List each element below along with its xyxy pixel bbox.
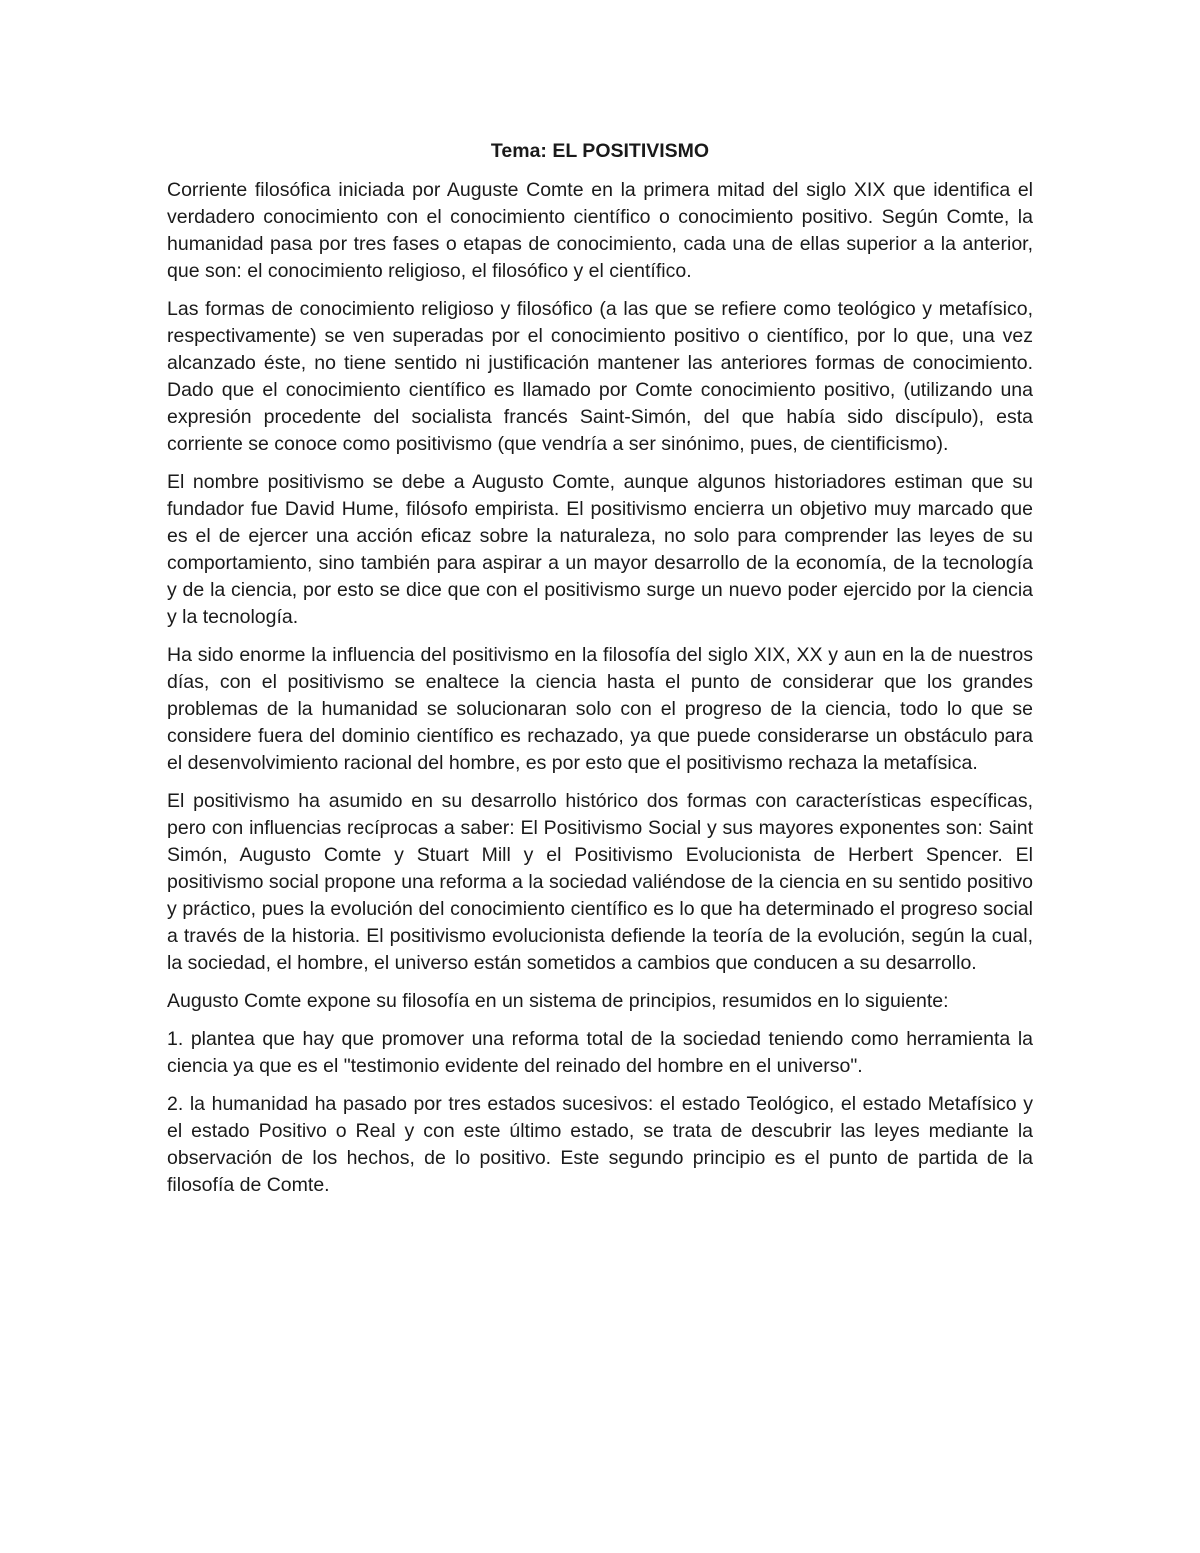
paragraph-name-origin: El nombre positivismo se debe a Augusto Comte, aunque algunos historiadores estiman que su fundador fue David Hume, filósofo empirista. El positivismo encierra un objetivo muy marcado que es el de ejercer una acción eficaz sobre la naturaleza, no solo para comprender las leyes de su comportamiento, sino también para aspirar a un mayor desarrollo de la economía, de la tecnología y de la ciencia, por esto se dice que con el positivismo surge un nuevo poder ejercido por la ciencia y la tecnología. xyxy=(167,471,1033,628)
document-title: Tema: EL POSITIVISMO xyxy=(490,140,710,162)
document-page xyxy=(167,138,1033,1210)
paragraph-principle-2: 2. la humanidad ha pasado por tres estados sucesivos: el estado Teológico, el estado Metafísico y el estado Positivo o Real y con este último estado, se trata de descubrir las leyes mediante la observación de los hechos, de lo positivo. Este segundo principio es el punto de partida de la filosofía de Comte. xyxy=(167,1093,1033,1196)
paragraph-historical-forms: El positivismo ha asumido en su desarrollo histórico dos formas con características específicas, pero con influencias recíprocas a saber: El Positivismo Social y sus mayores exponentes son: Saint Simón, Augusto Comte y Stuart Mill y el Positivismo Evolucionista de Herbert Spencer. El positivismo social propone una reforma a la sociedad valiéndose de la ciencia en su sentido positivo y práctico, pues la evolución del conocimiento científico es lo que ha determinado el progreso social a través de la historia. El positivismo evolucionista defiende la teoría de la evolución, según la cual, la sociedad, el hombre, el universo están sometidos a cambios que conducen a su desarrollo. xyxy=(167,790,1033,974)
paragraph-principles-intro: Augusto Comte expone su filosofía en un sistema de principios, resumidos en lo siguiente: xyxy=(167,990,949,1012)
paragraph-forms-of-knowledge: Las formas de conocimiento religioso y filosófico (a las que se refiere como teológico y metafísico, respectivamente) se ven superadas por el conocimiento positivo o científico, por lo que, una vez alcanzado éste, no tiene sentido ni justificación mantener las anteriores formas de conocimiento. Dado que el conocimiento científico es llamado por Comte conocimiento positivo, (utilizando una expresión procedente del socialista francés Saint-Simón, del que había sido discípulo), esta corriente se conoce como positivismo (que vendría a ser sinónimo, pues, de cientificismo). xyxy=(167,298,1033,455)
paragraph-principle-1: 1. plantea que hay que promover una reforma total de la sociedad teniendo como herramienta la ciencia ya que es el "testimonio evidente del reinado del hombre en el universo". xyxy=(167,1028,1033,1077)
paragraph-intro: Corriente filosófica iniciada por Auguste Comte en la primera mitad del siglo XIX que identifica el verdadero conocimiento con el conocimiento científico o conocimiento positivo. Según Comte, la humanidad pasa por tres fases o etapas de conocimiento, cada una de ellas superior a la anterior, que son: el conocimiento religioso, el filosófico y el científico. xyxy=(167,179,1033,282)
paragraph-influence: Ha sido enorme la influencia del positivismo en la filosofía del siglo XIX, XX y aun en la de nuestros días, con el positivismo se enaltece la ciencia hasta el punto de considerar que los grandes problemas de la humanidad se solucionaran solo con el progreso de la ciencia, todo lo que se considere fuera del dominio científico es rechazado, ya que puede considerarse un obstáculo para el desenvolvimiento racional del hombre, es por esto que el positivismo rechaza la metafísica. xyxy=(167,644,1033,774)
